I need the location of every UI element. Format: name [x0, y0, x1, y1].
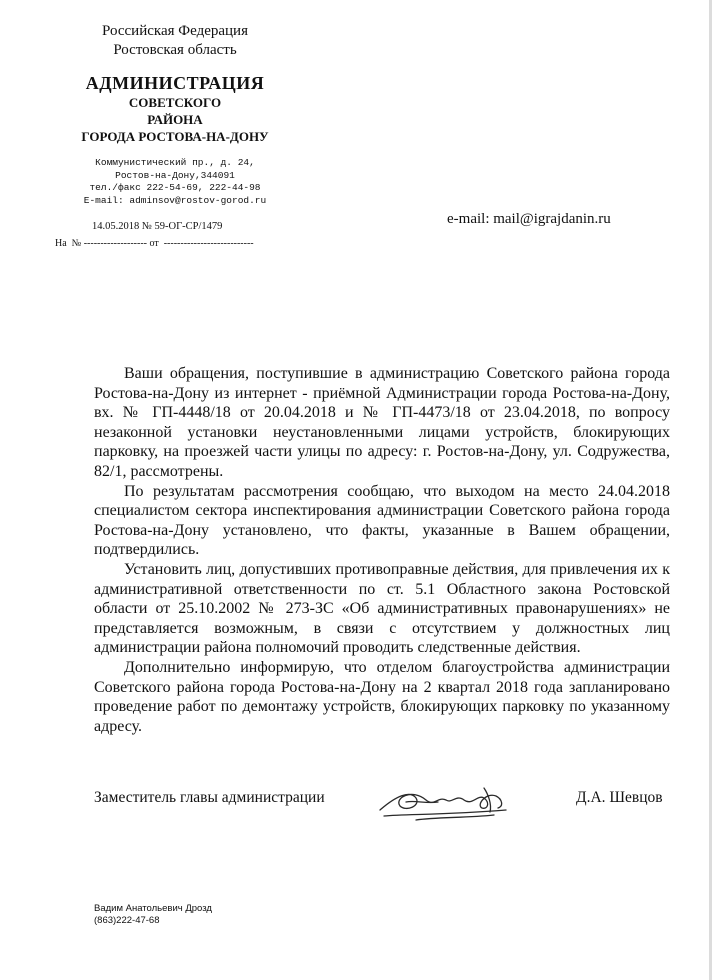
incoming-reference: На № ------------------- от ---------------------------: [55, 238, 254, 249]
email-line: E-mail: adminsov@rostov-gorod.ru: [83, 194, 267, 206]
org-name: АДМИНИСТРАЦИЯ: [85, 73, 265, 93]
executor-name: Вадим Анатольевич Дрозд: [94, 903, 212, 914]
org-line-2: РАЙОНА: [147, 112, 203, 127]
address-line-1: Коммунистический пр., д. 24,: [95, 157, 255, 168]
body-paragraph: Ваши обращения, поступившие в администрацию Советского района города Ростова-на-Дону из интернет - приёмной Администрации города Ростова-на-Дону, вх. № ГП-4448/18 от 20.04.2018 и № ГП-4473/18 от 23.04.2018, по вопросу незаконной установки неустановленными лицами устройств, блокирующих парковку, на проезжей части улицы по адресу: г. Ростов-на-Дону, ул. Содружества, 82/1, рассмотрены.: [94, 365, 670, 480]
signatory-name: Д.А. Шевцов: [576, 789, 663, 806]
region-line: Ростовская область: [113, 42, 237, 58]
outgoing-reference: 14.05.2018 № 59-ОГ-СР/1479: [92, 221, 223, 232]
body-paragraph: Установить лиц, допустивших противоправные действия, для привлечения их к административной ответственности по ст. 5.1 Областного закона Ростовской области от 25.10.2002 № 273-ЗС «Об административных правонарушениях» не представляется возможным, в связи с отсутствием у должностных лиц администрации района полномочий проводить следственные действия.: [94, 560, 670, 657]
letterhead: [40, 22, 310, 207]
body-paragraph: Дополнительно информирую, что отделом благоустройства администрации Советского района города Ростова-на-Дону на 2 квартал 2018 года запланировано проведение работ по демонтажу устройств, блокирующих парковку по указанному адресу.: [94, 658, 670, 735]
address-line-2: Ростов-на-Дону,344091: [115, 169, 235, 181]
letter-body: [94, 364, 670, 736]
country-line: Российская Федерация: [102, 23, 248, 39]
phone-fax-line: тел./факс 222-54-69, 222-44-98: [89, 182, 261, 193]
recipient-email: e-mail: mail@igrajdanin.ru: [447, 211, 611, 227]
signatory-title: Заместитель главы администрации: [94, 789, 325, 806]
contact-block: [40, 157, 310, 207]
handwritten-signature: [376, 770, 516, 830]
executor-phone: (863)222-47-68: [94, 915, 160, 926]
org-line-3: ГОРОДА РОСТОВА-НА-ДОНУ: [81, 129, 269, 144]
org-line-1: СОВЕТСКОГО: [128, 95, 222, 110]
body-paragraph: По результатам рассмотрения сообщаю, что выходом на место 24.04.2018 специалистом сектора инспектирования администрации Советского района города Ростова-на-Дону установлено, что факты, указанные в Вашем обращении, подтвердились.: [94, 482, 670, 559]
